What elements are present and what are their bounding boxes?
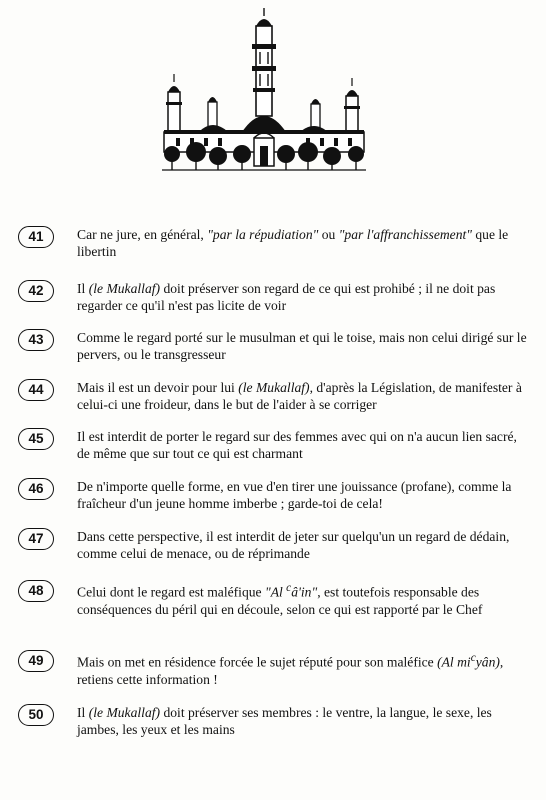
verse-text: Mais il est un devoir pour lui (le Mukallaf), d'après la Législation, de manifester à celui-ci une froideur, dans le but de l'aider à se corriger bbox=[77, 380, 522, 412]
verse-text: Comme le regard porté sur le musulman et qui le toise, mais non celui dirigé sur le pervers, ou le transgresseur bbox=[77, 330, 527, 362]
verse-number-badge: 47 bbox=[18, 528, 54, 550]
verse-number-badge: 42 bbox=[18, 280, 54, 302]
verse-text: Il (le Mukallaf) doit préserver son regard de ce qui est prohibé ; il ne doit pas regarder ce qu'il n'est pas licite de voir bbox=[77, 281, 496, 313]
verse-text: Celui dont le regard est maléfique "Al $^c$â'in", est toutefois responsable des conséquences du péril qui en découle, selon ce qui est rapporté par le Chef bbox=[77, 582, 483, 617]
verse-number-badge: 45 bbox=[18, 428, 54, 450]
verse-text: Il (le Mukallaf) doit préserver ses membres : le ventre, la langue, le sexe, les jambes, les yeux et les mains bbox=[77, 705, 492, 737]
verse-text: Il est interdit de porter le regard sur des femmes avec qui on n'a aucun lien sacré, de même que sur tout ce qui est charmant bbox=[77, 429, 517, 461]
verse-number-badge: 50 bbox=[18, 704, 54, 726]
verse-text: De n'importe quelle forme, en vue d'en tirer une jouissance (profane), comme la fraîcheur d'un jeune homme imberbe ; garde-toi de cela! bbox=[77, 479, 512, 511]
verse-number-badge: 46 bbox=[18, 478, 54, 500]
verse-number-badge: 41 bbox=[18, 226, 54, 248]
verse-number-badge: 49 bbox=[18, 650, 54, 672]
verse-number-badge: 48 bbox=[18, 580, 54, 602]
verse-number-badge: 44 bbox=[18, 379, 54, 401]
verse-text: Car ne jure, en général, "par la répudiation" ou "par l'affranchissement" que le libertin bbox=[77, 227, 509, 259]
verse-text: Mais on met en résidence forcée le sujet réputé pour son maléfice (Al $mi^cyân$), retiens cette information ! bbox=[77, 652, 504, 687]
verse-number-badge: 43 bbox=[18, 329, 54, 351]
verse-text: Dans cette perspective, il est interdit de jeter sur quelqu'un un regard de dédain, comme celui de menace, ou de réprimande bbox=[77, 529, 510, 561]
mosque-illustration bbox=[156, 4, 372, 174]
